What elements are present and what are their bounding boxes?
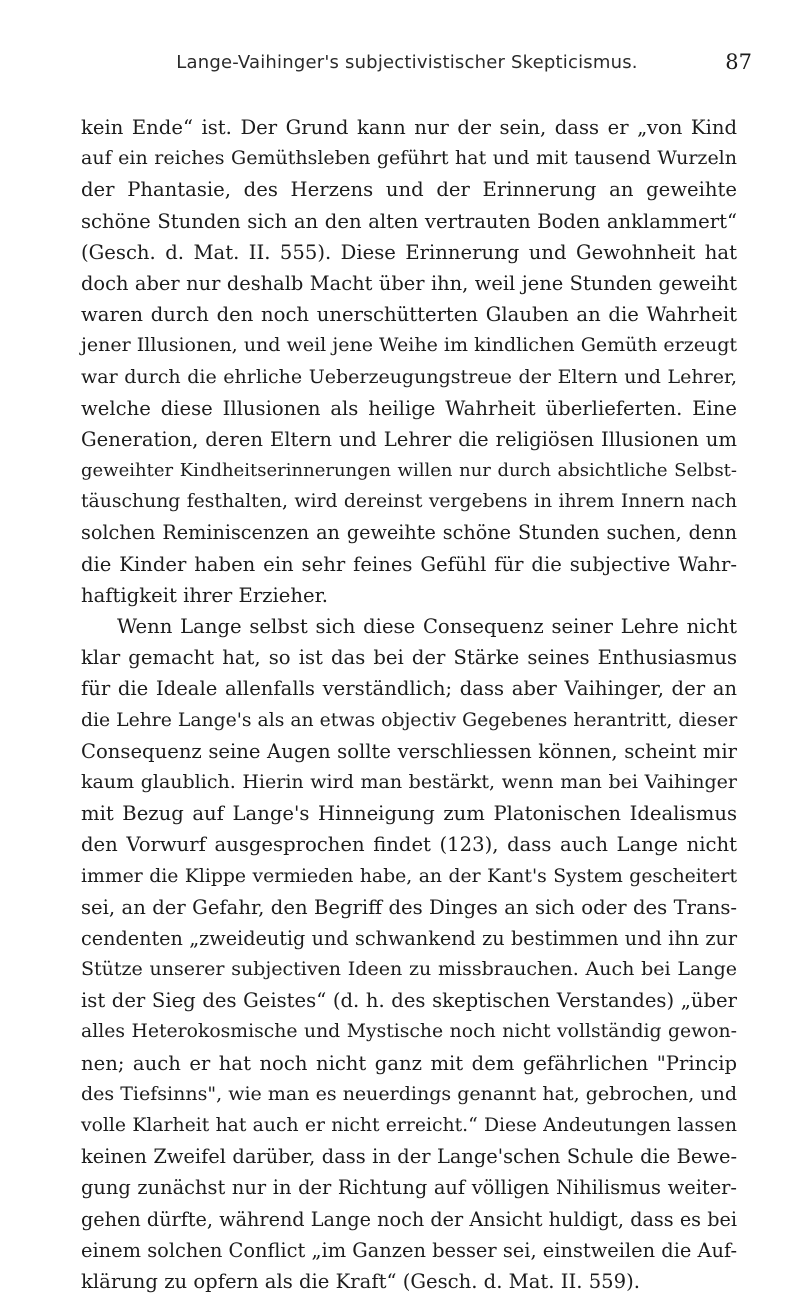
text-line: volle Klarheit hat auch er nicht erreicht.“ Diese Andeutungen lassen [81,1115,737,1136]
running-title: Lange-Vaihinger's subjectivistischer Skepticismus. [176,52,638,73]
body-text [81,112,737,1297]
text-line: (Gesch. d. Mat. II. 555). Diese Erinnerung und Gewohnheit hat [81,240,737,264]
text-line: der Phantasie, des Herzens und der Erinnerung an geweihte [81,178,737,202]
text-line: einem solchen Conflict „im Ganzen besser sei, einstweilen die Auf- [81,1238,738,1262]
paragraph-end-line: klärung zu opfern als die Kraft“ (Gesch. d. Mat. II. 559). [81,1269,640,1293]
text-line: gehen dürfte, während Lange noch der Ansicht huldigt, dass es bei [81,1207,737,1231]
text-line: mit Bezug auf Lange's Hinneigung zum Platonischen Idealismus [81,802,737,826]
text-line: für die Ideale allenfalls verständlich; dass aber Vaihinger, der an [81,677,737,701]
text-line: kein Ende“ ist. Der Grund kann nur der sein, dass er „von Kind [81,116,737,139]
text-line: keinen Zweifel darüber, dass in der Lange'schen Schule die Bewe- [81,1145,737,1169]
text-line: war durch die ehrliche Ueberzeugungstreue der Eltern und Lehrer, [81,365,737,388]
text-line: die Kinder haben ein sehr feines Gefühl für die subjective Wahr- [81,552,737,576]
paragraph-start-line: Wenn Lange selbst sich diese Consequenz seiner Lehre nicht [117,615,737,638]
page-number: 87 [725,50,752,74]
text-line: nen; auch er hat noch nicht ganz mit dem gefährlichen "Princip [81,1051,737,1075]
text-line: welche diese Illusionen als heilige Wahrheit überlieferten. Eine [81,396,737,420]
text-line: kaum glaublich. Hierin wird man bestärkt, wenn man bei Vaihinger [81,770,737,793]
text-line: täuschung festhalten, wird dereinst vergebens in ihrem Innern nach [81,491,737,513]
text-line: Stütze unserer subjectiven Ideen zu missbrauchen. Auch bei Lange [81,958,737,981]
text-line: alles Heterokosmische und Mystische noch nicht vollständig gewon- [81,1021,737,1043]
paragraph-end-line: haftigkeit ihrer Erzieher. [81,583,329,607]
running-head [62,52,752,82]
text-line: ist der Sieg des Geistes“ (d. h. des skeptischen Verstandes) „über [81,989,737,1013]
text-line: jener Illusionen, und weil jene Weihe im kindlichen Gemüth erzeugt [81,334,737,357]
text-line: geweihter Kindheitserinnerungen willen nur durch absichtliche Selbst- [81,460,737,482]
text-line: Consequenz seine Augen sollte verschliessen können, scheint mir [81,739,737,763]
text-line: solchen Reminiscenzen an geweihte schöne Stunden suchen, denn [81,521,737,545]
text-line: die Lehre Lange's als an etwas objectiv Gegebenes herantritt, dieser [81,709,738,731]
text-line: doch aber nur deshalb Macht über ihn, weil jene Stunden geweiht [81,271,737,295]
text-line: auf ein reiches Gemüthsleben geführt hat und mit tausend Wurzeln [81,147,737,170]
text-line: gung zunächst nur in der Richtung auf völligen Nihilismus weiter- [81,1176,737,1200]
text-line: waren durch den noch unerschütterten Glauben an die Wahrheit [81,303,737,327]
text-line: immer die Klippe vermieden habe, an der Kant's System gescheitert [81,865,737,887]
text-line: schöne Stunden sich an den alten vertrauten Boden anklammert“ [81,209,737,233]
text-line: klar gemacht hat, so ist das bei der Stärke seines Enthusiasmus [81,646,737,670]
text-line: cendenten „zweideutig und schwankend zu bestimmen und ihn zur [81,926,737,950]
text-line: des Tiefsinns", wie man es neuerdings genannt hat, gebrochen, und [81,1082,737,1105]
text-line: den Vorwurf ausgesprochen findet (123), dass auch Lange nicht [81,833,737,857]
text-line: Generation, deren Eltern und Lehrer die religiösen Illusionen um [81,427,737,451]
text-line: sei, an der Gefahr, den Begriff des Dinges an sich oder des Trans- [81,895,737,919]
